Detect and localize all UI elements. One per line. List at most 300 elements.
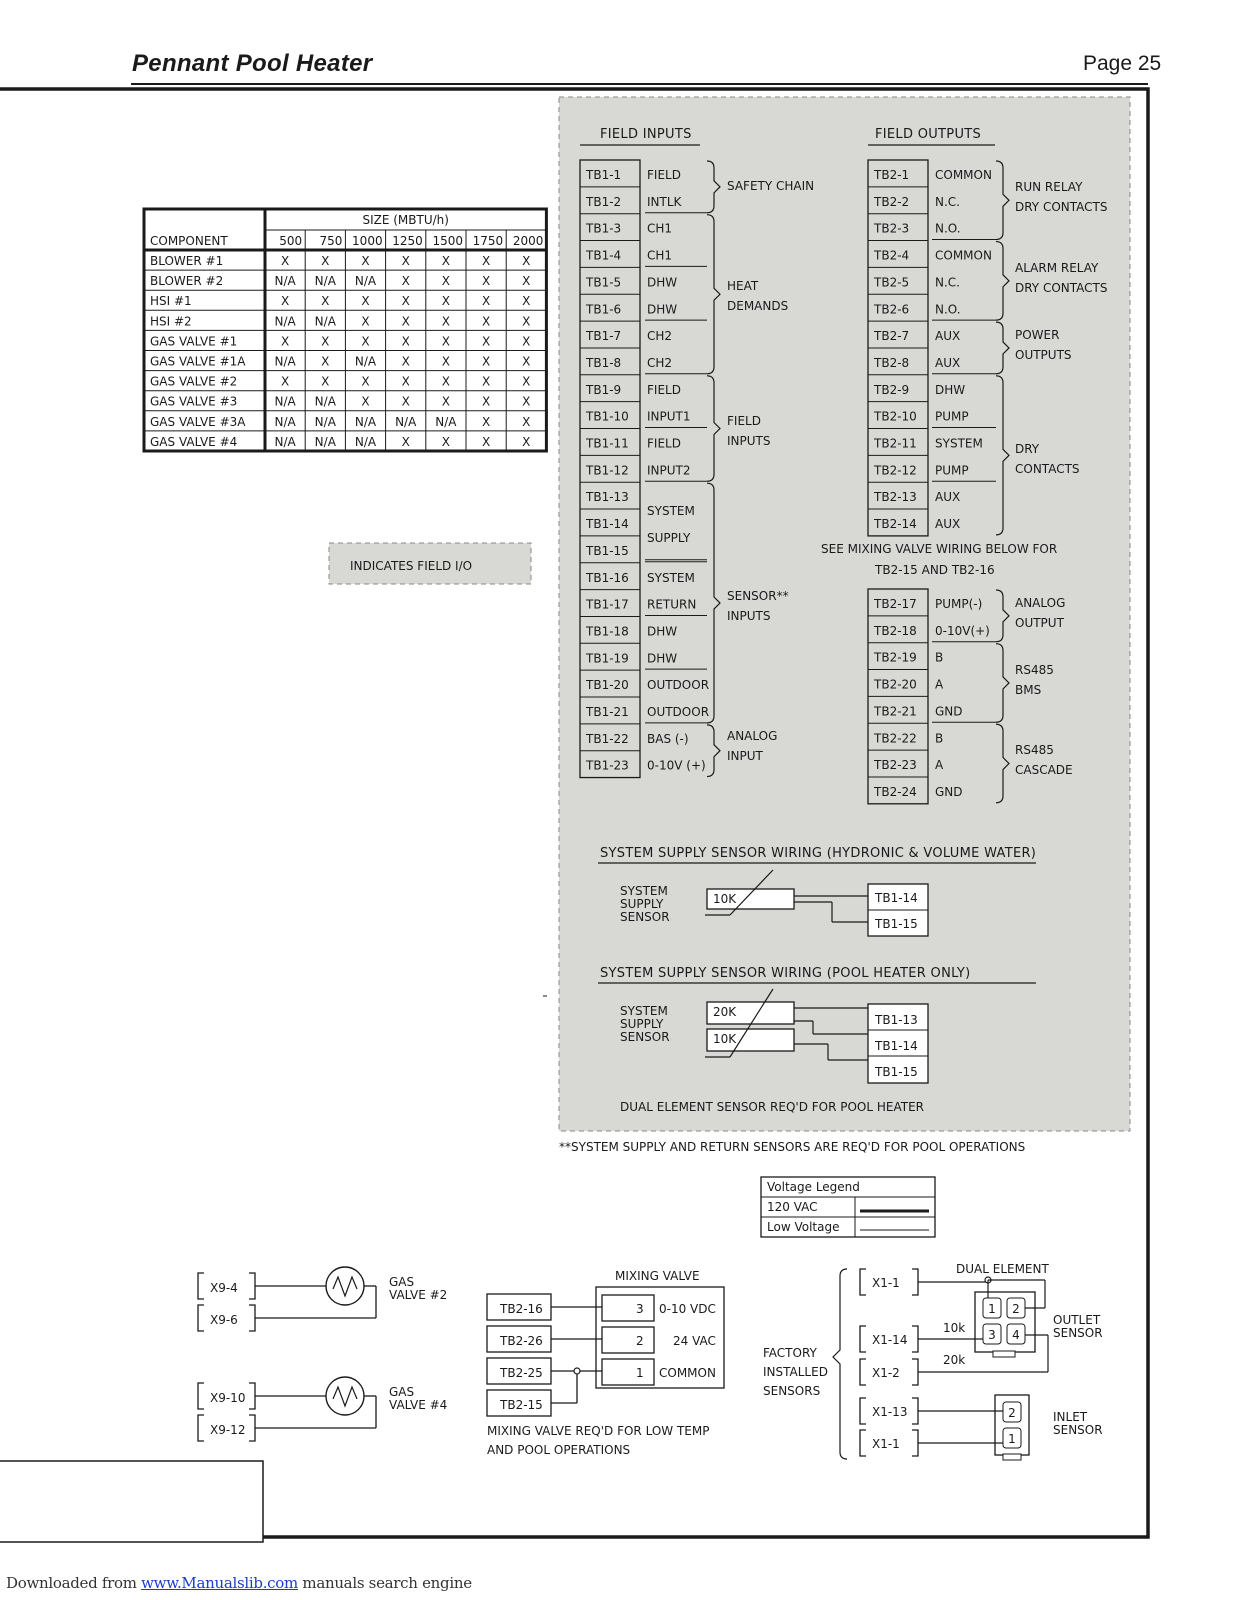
pool-sensor-label: SUPPLY (620, 1017, 664, 1031)
gas-valve-label: GAS (389, 1385, 415, 1399)
field-output-group-label: BMS (1015, 683, 1042, 697)
table-cell: X (481, 374, 491, 389)
table-cell: X (522, 254, 531, 268)
tb1-terminal-label: CH1 (647, 248, 673, 263)
table-cell: X (522, 414, 531, 429)
page-number: Page 25 (1083, 52, 1162, 75)
sensor-requirement-note: **SYSTEM SUPPLY AND RETURN SENSORS ARE REQ'D FOR POOL OPERATIONS (559, 1140, 1026, 1154)
mixing-pin-label: COMMON (659, 1366, 716, 1380)
table-cell: N/A (314, 274, 336, 289)
mixing-terminal-id: TB2-15 (500, 1398, 543, 1412)
inlet-sensor-pin-number: 1 (1008, 1432, 1016, 1446)
hydronic-terminal-id: TB1-15 (875, 917, 918, 931)
field-input-group-label: SENSOR** (727, 589, 789, 603)
tb2-terminal-id: TB2-19 (874, 650, 917, 665)
field-output-group-label: ALARM RELAY (1015, 261, 1099, 275)
tb2-terminal-id: TB2-18 (874, 623, 917, 638)
factory-terminal-bracket (912, 1398, 918, 1424)
table-cell: X (522, 274, 531, 289)
tb1-terminal-id: TB1-7 (586, 329, 622, 344)
tb1-terminal-id: TB1-16 (586, 570, 629, 585)
tb1-terminal-id: TB1-19 (586, 651, 629, 666)
table-cell: X (481, 354, 491, 369)
factory-terminal-bracket (860, 1398, 866, 1424)
tb1-terminal-label: CH2 (647, 329, 673, 344)
tb1-terminal-label: DHW (647, 275, 678, 290)
pool-terminal-id: TB1-13 (875, 1013, 918, 1027)
tb1-terminal-id: TB1-10 (586, 409, 629, 424)
pool-element-label: 10K (713, 1032, 737, 1046)
factory-terminal-bracket (860, 1430, 866, 1456)
tb2-terminal-label: B (935, 731, 944, 746)
table-cell: X (522, 314, 531, 329)
table-cell: N/A (395, 414, 417, 429)
table-cell: X (522, 434, 531, 449)
table-cell: N/A (354, 414, 377, 429)
tb1-terminal-id: TB1-15 (586, 543, 629, 558)
tb1-terminal-label: CH2 (647, 355, 673, 370)
table-cell: X (361, 334, 370, 349)
tb2-terminal-label: AUX (935, 329, 961, 344)
hydronic-sensor-label: SENSOR (620, 910, 670, 924)
tb2-terminal-id: TB2-1 (874, 168, 910, 182)
gas-valve-coil-icon (326, 1377, 364, 1415)
field-output-group-label: DRY CONTACTS (1015, 281, 1108, 295)
tb2-terminal-label: N.O. (935, 302, 961, 317)
tb2-terminal-id: TB2-21 (874, 704, 917, 719)
table-cell: X (401, 314, 410, 329)
tb1-terminal-label: OUTDOOR (647, 705, 710, 719)
gas-terminal-bracket (249, 1383, 255, 1409)
mixing-terminal-id: TB2-26 (500, 1334, 543, 1348)
mixing-note-line: SEE MIXING VALVE WIRING BELOW FOR (821, 542, 1058, 556)
mixing-pin-label: 24 VAC (673, 1334, 716, 1348)
table-size-cell: 1500 (432, 234, 463, 248)
inlet-sensor-pin-number: 2 (1008, 1406, 1016, 1420)
bottom-left-box (0, 1461, 263, 1542)
factory-terminal-bracket (912, 1430, 918, 1456)
table-cell: X (401, 434, 410, 449)
tb1-terminal-label: CH1 (647, 221, 673, 236)
tb1-terminal-label: FIELD (647, 436, 681, 451)
pool-sensor-note: DUAL ELEMENT SENSOR REQ'D FOR POOL HEATER (620, 1100, 925, 1114)
table-cell: N/A (314, 414, 336, 429)
mixing-valve-title: MIXING VALVE (615, 1269, 700, 1283)
table-cell: N/A (435, 414, 457, 429)
outlet-sensor-base (993, 1351, 1015, 1357)
table-row-name: BLOWER #2 (150, 274, 224, 289)
table-size-cell: 750 (319, 234, 343, 248)
table-size-header: SIZE (MBTU/h) (362, 213, 449, 227)
table-cell: N/A (274, 434, 296, 449)
table-cell: N/A (274, 414, 296, 429)
table-cell: X (280, 374, 290, 389)
tb1-terminal-label: RETURN (647, 597, 697, 612)
field-inputs-title: FIELD INPUTS (600, 127, 692, 142)
table-cell: X (401, 334, 410, 349)
gas-valve-label: VALVE #4 (389, 1398, 448, 1412)
tb1-terminal-label: INPUT1 (647, 409, 691, 424)
factory-sensors-brace (833, 1269, 847, 1459)
outlet-resistance-10k: 10k (943, 1321, 966, 1335)
mixing-pin-number: 3 (636, 1302, 644, 1316)
factory-terminal-id: X1-2 (872, 1366, 900, 1380)
footer-download-note (6, 1574, 472, 1592)
factory-terminal-id: X1-13 (872, 1405, 908, 1419)
table-cell: X (441, 334, 451, 349)
tb2-terminal-label: A (935, 677, 944, 692)
table-cell: N/A (314, 394, 336, 409)
tb2-terminal-id: TB2-9 (874, 382, 910, 397)
gas-terminal-id: X9-4 (210, 1281, 238, 1295)
mixing-pin-box (602, 1327, 654, 1353)
table-cell: X (401, 294, 410, 309)
gas-terminal-id: X9-12 (210, 1423, 246, 1437)
factory-sensors-label: FACTORY (763, 1346, 817, 1360)
factory-terminal-bracket (912, 1269, 918, 1295)
table-cell: X (441, 374, 451, 389)
mixing-valve-note: AND POOL OPERATIONS (487, 1443, 631, 1457)
table-row-name: GAS VALVE #1 (150, 334, 238, 349)
field-input-group-label: ANALOG (727, 729, 778, 743)
tb1-terminal-label: BAS (-) (647, 731, 689, 746)
table-cell: X (321, 354, 330, 369)
pool-terminal-id: TB1-15 (875, 1065, 918, 1079)
outlet-resistance-20k: 20k (943, 1353, 966, 1367)
gas-terminal-bracket (198, 1305, 204, 1331)
table-cell: X (481, 414, 491, 429)
factory-terminal-id: X1-14 (872, 1333, 908, 1347)
table-cell: X (361, 294, 370, 309)
manualslib-link[interactable]: www.Manualslib.com (141, 1574, 298, 1592)
hydronic-sensor-label: SYSTEM (620, 884, 668, 898)
table-cell: X (280, 254, 290, 268)
tb2-terminal-id: TB2-7 (874, 329, 910, 344)
tb2-terminal-id: TB2-5 (874, 275, 910, 290)
tb2-terminal-label: AUX (935, 517, 961, 532)
tb1-terminal-id: TB1-8 (586, 355, 622, 370)
field-input-group-label: SAFETY CHAIN (727, 179, 815, 193)
table-size-cell: 1750 (472, 234, 504, 248)
tb2-terminal-label: DHW (935, 382, 966, 397)
table-cell: N/A (314, 314, 336, 329)
table-size-cell: 1000 (352, 234, 383, 248)
tb1-terminal-id: TB1-20 (586, 678, 629, 693)
tb1-terminal-id: TB1-6 (586, 302, 622, 317)
table-cell: X (481, 334, 491, 349)
field-io-legend-text: INDICATES FIELD I/O (350, 559, 473, 573)
factory-terminal-id: X1-1 (872, 1437, 900, 1451)
field-output-group-label: CONTACTS (1015, 462, 1080, 476)
table-size-cell: 1250 (392, 234, 423, 248)
table-size-cell: 500 (279, 234, 303, 248)
table-size-cell: 2000 (512, 234, 544, 248)
table-cell: X (481, 274, 491, 289)
tb1-terminal-label: OUTDOOR (647, 678, 710, 693)
hydronic-sensor-label: SUPPLY (620, 897, 664, 911)
field-output-group-label: POWER (1015, 328, 1060, 342)
tb2-terminal-id: TB2-13 (874, 490, 917, 505)
tb2-terminal-label: 0-10V(+) (935, 623, 990, 638)
tb2-terminal-label: AUX (935, 355, 961, 370)
tb1-terminal-id: TB1-11 (586, 436, 629, 451)
inlet-sensor-label: INLET (1053, 1410, 1088, 1424)
field-output-group-label: RUN RELAY (1015, 180, 1083, 194)
field-output-group-label: RS485 (1015, 663, 1054, 677)
tb1-terminal-id: TB1-4 (586, 248, 622, 263)
field-output-group-label: RS485 (1015, 743, 1054, 757)
table-cell: N/A (274, 274, 296, 289)
factory-sensors-label: INSTALLED (763, 1365, 828, 1379)
tb1-terminal-label: 0-10V (+) (647, 758, 706, 773)
tb1-terminal-id: TB1-22 (586, 731, 629, 746)
field-input-group-label: INPUT (727, 749, 763, 763)
mixing-pin-box (602, 1359, 654, 1385)
field-output-group-label: ANALOG (1015, 596, 1066, 610)
page-title: Pennant Pool Heater (132, 50, 373, 77)
tb1-terminal-id: TB1-23 (586, 758, 629, 773)
tb1-terminal-id: TB1-5 (586, 275, 622, 290)
tb2-terminal-id: TB2-3 (874, 221, 910, 236)
table-cell: X (441, 274, 451, 289)
table-row-name: BLOWER #1 (150, 254, 224, 268)
table-cell: N/A (354, 354, 377, 369)
field-output-group-label: DRY (1015, 442, 1040, 456)
tb1-terminal-label: SYSTEM (647, 504, 695, 519)
table-row-name: HSI #1 (150, 294, 192, 309)
field-input-group-label: INPUTS (727, 609, 771, 623)
table-cell: X (481, 254, 491, 268)
table-cell: N/A (274, 314, 296, 329)
table-cell: X (441, 434, 451, 449)
footer-suffix: manuals search engine (297, 1574, 472, 1592)
footer-prefix: Downloaded from (6, 1574, 142, 1592)
tb1-terminal-label: SYSTEM (647, 570, 695, 585)
table-cell: N/A (274, 394, 296, 409)
table-cell: X (321, 254, 330, 268)
table-cell: N/A (354, 434, 377, 449)
table-cell: X (522, 294, 531, 309)
table-cell: X (441, 314, 451, 329)
outlet-sensor-pin-number: 3 (988, 1328, 996, 1342)
tb2-terminal-label: PUMP (935, 409, 969, 424)
gas-terminal-bracket (249, 1273, 255, 1299)
dual-element-label: DUAL ELEMENT (956, 1262, 1049, 1276)
gas-terminal-id: X9-6 (210, 1313, 238, 1327)
table-cell: X (321, 294, 330, 309)
tb2-terminal-id: TB2-2 (874, 194, 910, 209)
table-cell: X (361, 254, 370, 268)
tb2-terminal-label: PUMP(-) (935, 597, 983, 611)
field-input-group-label: INPUTS (727, 434, 771, 448)
tb1-terminal-id: TB1-17 (586, 597, 629, 612)
gas-terminal-bracket (249, 1305, 255, 1331)
table-cell: X (481, 294, 491, 309)
field-output-group-label: CASCADE (1015, 763, 1073, 777)
field-input-group-label: FIELD (727, 414, 761, 428)
mixing-pin-number: 1 (636, 1366, 644, 1380)
table-cell: X (441, 354, 451, 369)
outlet-sensor-pin-number: 2 (1012, 1302, 1020, 1316)
tb2-terminal-id: TB2-11 (874, 436, 917, 451)
table-cell: X (280, 294, 290, 309)
tb2-terminal-id: TB2-17 (874, 597, 917, 611)
table-cell: N/A (274, 354, 296, 369)
tb1-terminal-label: FIELD (647, 382, 681, 397)
factory-sensors-label: SENSORS (763, 1384, 821, 1398)
outlet-sensor-pin-number: 1 (988, 1302, 996, 1316)
mixing-pin-number: 2 (636, 1334, 644, 1348)
table-cell: X (522, 394, 531, 409)
table-cell: X (280, 334, 290, 349)
hydronic-wiring-title: SYSTEM SUPPLY SENSOR WIRING (HYDRONIC & VOLUME WATER) (600, 846, 1037, 861)
tb2-terminal-id: TB2-24 (874, 784, 917, 799)
pool-terminal-id: TB1-14 (875, 1039, 918, 1053)
tb2-terminal-id: TB2-22 (874, 731, 917, 746)
tb2-terminal-label: PUMP (935, 463, 969, 478)
table-row-name: GAS VALVE #2 (150, 374, 238, 389)
tb2-terminal-id: TB2-8 (874, 355, 910, 370)
table-cell: X (441, 254, 451, 268)
tb2-terminal-id: TB2-12 (874, 463, 917, 478)
field-input-group-label: HEAT (727, 279, 759, 293)
tb1-terminal-label: FIELD (647, 168, 681, 182)
table-cell: X (522, 334, 531, 349)
factory-terminal-id: X1-1 (872, 1276, 900, 1290)
table-cell: X (481, 394, 491, 409)
table-cell: X (321, 374, 330, 389)
table-cell: X (522, 354, 531, 369)
mixing-note-line: TB2-15 AND TB2-16 (875, 563, 995, 577)
outlet-sensor-label: SENSOR (1053, 1326, 1103, 1340)
table-cell: X (441, 294, 451, 309)
table-row-name: HSI #2 (150, 314, 192, 329)
pool-sensor-label: SYSTEM (620, 1004, 668, 1018)
field-output-group-label: OUTPUT (1015, 616, 1064, 630)
factory-terminal-bracket (860, 1326, 866, 1352)
tb2-terminal-id: TB2-20 (874, 677, 917, 692)
tb1-terminal-id: TB1-3 (586, 221, 622, 236)
table-row-name: GAS VALVE #1A (150, 354, 246, 369)
field-outputs-title: FIELD OUTPUTS (875, 127, 982, 142)
tb1-terminal-id: TB1-21 (586, 705, 629, 719)
factory-terminal-bracket (912, 1359, 918, 1385)
tb2-terminal-label: N.C. (935, 194, 960, 209)
tb2-terminal-label: A (935, 758, 944, 773)
table-cell: X (401, 354, 410, 369)
table-cell: X (522, 374, 531, 389)
field-output-group-label: DRY CONTACTS (1015, 200, 1108, 214)
table-cell: N/A (354, 274, 377, 289)
table-cell: X (481, 434, 491, 449)
tb2-terminal-label: SYSTEM (935, 436, 983, 451)
gas-valve-coil-icon (326, 1267, 364, 1305)
hydronic-element-label: 10K (713, 892, 737, 906)
gas-terminal-bracket (198, 1415, 204, 1441)
tb1-terminal-label: DHW (647, 624, 678, 639)
tb2-terminal-label: GND (935, 784, 963, 799)
table-cell: X (321, 334, 330, 349)
tb2-terminal-id: TB2-6 (874, 302, 910, 317)
tb1-terminal-label: INPUT2 (647, 463, 691, 478)
mixing-pin-box (602, 1295, 654, 1321)
tb1-terminal-label: SUPPLY (647, 531, 691, 546)
pool-sensor-label: SENSOR (620, 1030, 670, 1044)
table-cell: X (401, 394, 410, 409)
tb1-terminal-id: TB1-18 (586, 624, 629, 639)
gas-terminal-id: X9-10 (210, 1391, 246, 1405)
table-cell: X (401, 374, 410, 389)
gas-terminal-bracket (249, 1415, 255, 1441)
tb2-terminal-label: N.C. (935, 275, 960, 290)
voltage-legend-120vac: 120 VAC (767, 1200, 818, 1214)
tb1-terminal-id: TB1-14 (586, 517, 629, 532)
tb1-terminal-label: INTLK (647, 194, 682, 209)
table-cell: X (401, 274, 410, 289)
tb2-terminal-label: GND (935, 704, 963, 719)
pool-wiring-title: SYSTEM SUPPLY SENSOR WIRING (POOL HEATER ONLY) (600, 966, 971, 981)
mixing-pin-label: 0-10 VDC (659, 1302, 716, 1316)
gas-terminal-bracket (198, 1273, 204, 1299)
hydronic-terminal-id: TB1-14 (875, 891, 918, 905)
inlet-sensor-base (1003, 1454, 1021, 1460)
mixing-junction-dot (574, 1368, 580, 1374)
tb2-terminal-id: TB2-23 (874, 758, 917, 773)
tb2-terminal-label: COMMON (935, 248, 992, 263)
tb1-terminal-label: DHW (647, 651, 678, 666)
tb2-terminal-label: B (935, 650, 944, 665)
table-cell: X (361, 374, 370, 389)
field-output-group-label: OUTPUTS (1015, 348, 1072, 362)
tb2-terminal-id: TB2-4 (874, 248, 910, 263)
table-cell: X (361, 314, 370, 329)
tb2-terminal-label: COMMON (935, 168, 992, 182)
tb2-terminal-label: N.O. (935, 221, 961, 236)
table-component-header: COMPONENT (150, 234, 228, 248)
mixing-terminal-id: TB2-16 (500, 1302, 543, 1316)
tb1-terminal-label: DHW (647, 302, 678, 317)
factory-terminal-bracket (912, 1326, 918, 1352)
gas-valve-label: GAS (389, 1275, 415, 1289)
tb1-terminal-id: TB1-9 (586, 382, 622, 397)
tb2-terminal-label: AUX (935, 490, 961, 505)
tb1-terminal-id: TB1-13 (586, 490, 629, 505)
tb2-terminal-id: TB2-10 (874, 409, 917, 424)
inlet-sensor-label: SENSOR (1053, 1423, 1103, 1437)
factory-terminal-bracket (860, 1359, 866, 1385)
table-row-name: GAS VALVE #4 (150, 434, 238, 449)
voltage-legend-low-voltage: Low Voltage (767, 1220, 840, 1234)
tb1-terminal-id: TB1-2 (586, 194, 622, 209)
tb2-terminal-id: TB2-14 (874, 517, 917, 532)
voltage-legend-title: Voltage Legend (767, 1180, 860, 1194)
gas-valve-label: VALVE #2 (389, 1288, 448, 1302)
pool-element-label: 20K (713, 1005, 737, 1019)
outlet-sensor-label: OUTLET (1053, 1313, 1101, 1327)
table-cell: X (441, 394, 451, 409)
tb1-terminal-id: TB1-12 (586, 463, 629, 478)
field-input-group-label: DEMANDS (727, 299, 789, 313)
outlet-sensor-pin-number: 4 (1012, 1328, 1020, 1342)
table-row-name: GAS VALVE #3A (150, 414, 246, 429)
table-cell: X (361, 394, 370, 409)
table-cell: N/A (314, 434, 336, 449)
factory-terminal-bracket (860, 1269, 866, 1295)
table-row-name: GAS VALVE #3 (150, 394, 238, 409)
table-cell: X (401, 254, 410, 268)
tb1-terminal-id: TB1-1 (586, 168, 622, 182)
mixing-valve-note: MIXING VALVE REQ'D FOR LOW TEMP (487, 1424, 710, 1438)
